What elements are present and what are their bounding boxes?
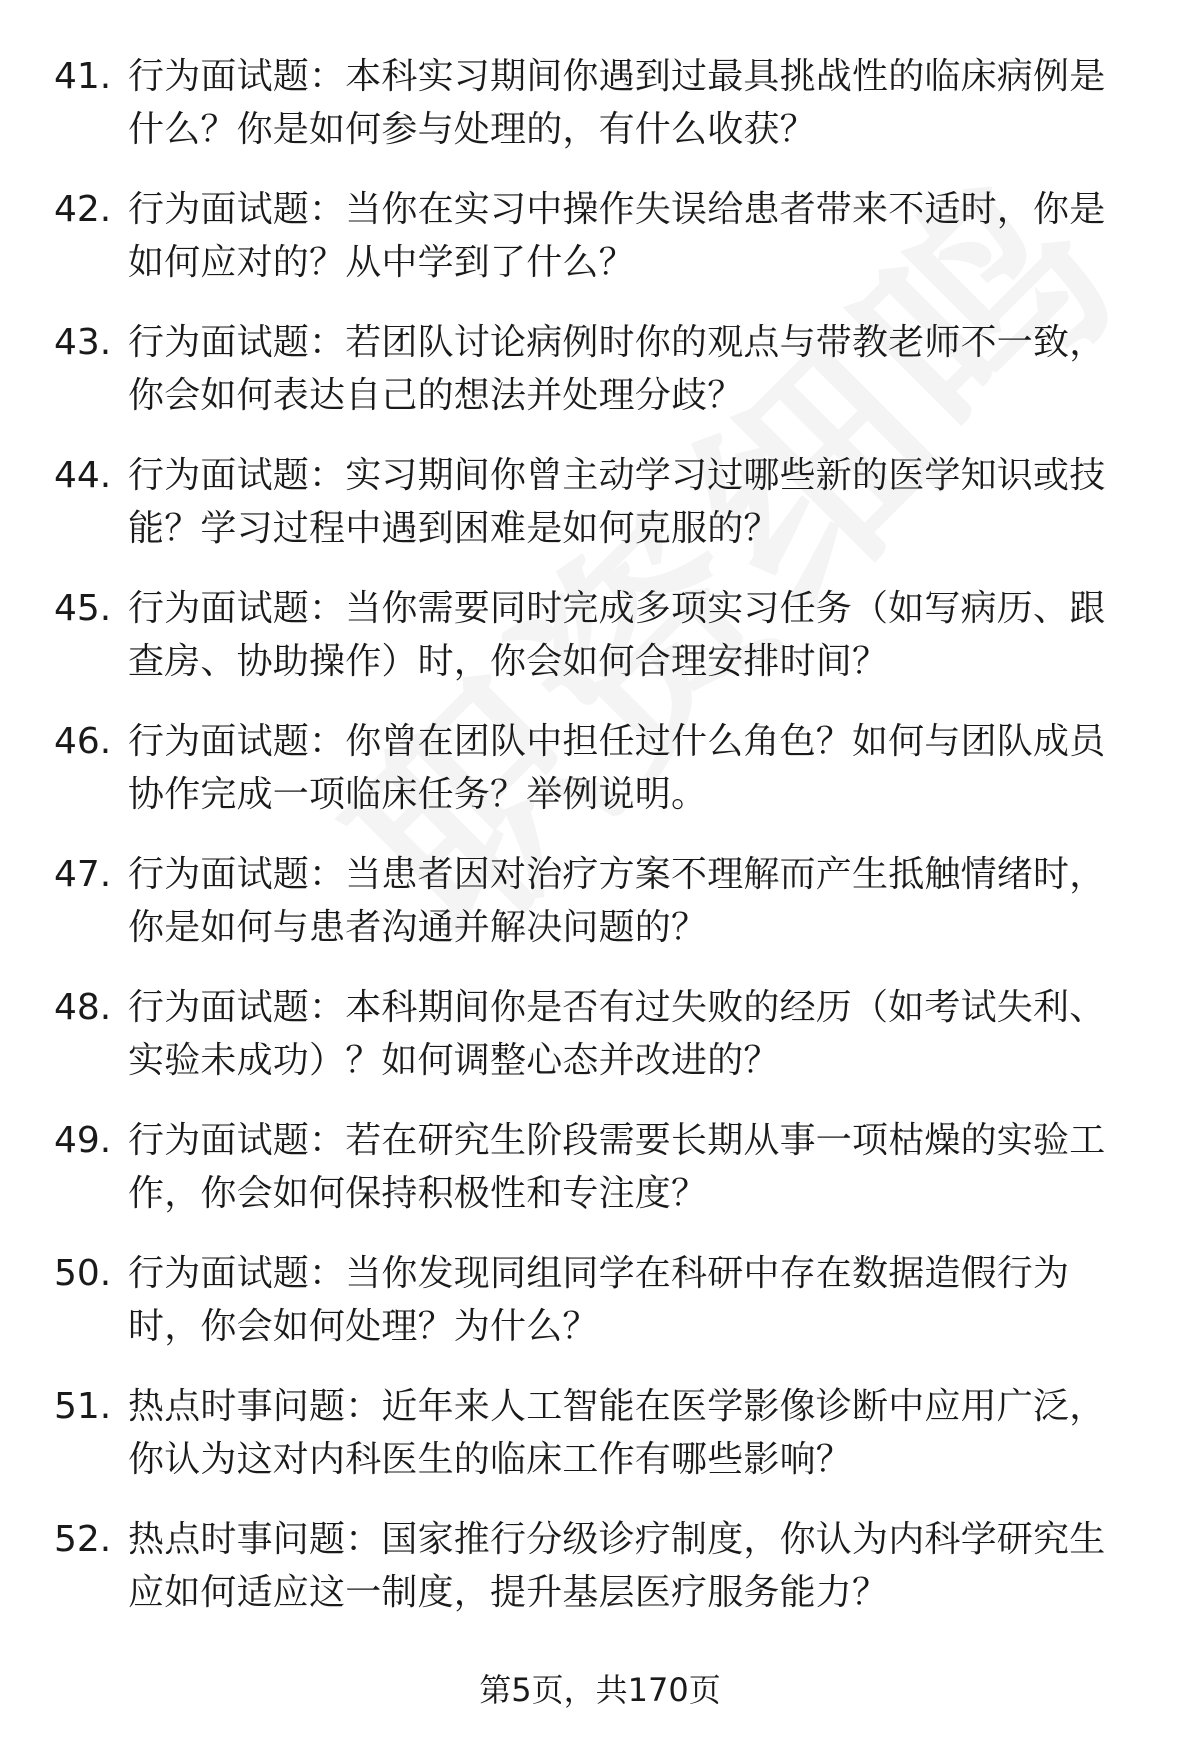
question-text: 热点时事问题：国家推行分级诊疗制度，你认为内科学研究生应如何适应这一制度，提升基层医疗服务能力？ [128,1519,1106,1613]
question-number: 46. [54,721,112,762]
question-number: 45. [54,588,112,629]
question-number: 47. [54,854,112,895]
question-number: 41. [54,56,112,97]
question-number: 52. [54,1519,112,1560]
question-list [0,50,1200,1646]
question-text: 行为面试题：你曾在团队中担任过什么角色？如何与团队成员协作完成一项临床任务？举例说明。 [128,721,1106,815]
question-item [0,848,1200,981]
question-item [0,981,1200,1114]
question-item [0,316,1200,449]
question-text: 行为面试题：当你发现同组同学在科研中存在数据造假行为时，你会如何处理？为什么？ [128,1253,1070,1347]
question-text: 行为面试题：当患者因对治疗方案不理解而产生抵触情绪时，你是如何与患者沟通并解决问题的？ [128,854,1106,948]
question-item [0,582,1200,715]
question-text: 行为面试题：若在研究生阶段需要长期从事一项枯燥的实验工作，你会如何保持积极性和专注度？ [128,1120,1106,1214]
question-item [0,449,1200,582]
question-number: 50. [54,1253,112,1294]
question-text: 行为面试题：本科期间你是否有过失败的经历（如考试失利、实验未成功）？如何调整心态并改进的？ [128,987,1106,1081]
question-text: 行为面试题：当你在实习中操作失误给患者带来不适时，你是如何应对的？从中学到了什么？ [128,189,1106,283]
question-text: 行为面试题：实习期间你曾主动学习过哪些新的医学知识或技能？学习过程中遇到困难是如何克服的？ [128,455,1106,549]
question-number: 44. [54,455,112,496]
question-item [0,1513,1200,1646]
question-item [0,1247,1200,1380]
question-item [0,715,1200,848]
question-number: 42. [54,189,112,230]
question-number: 49. [54,1120,112,1161]
question-item [0,1114,1200,1247]
question-item [0,50,1200,183]
question-number: 43. [54,322,112,363]
page-footer: 第5页，共170页 [479,1671,721,1709]
question-item [0,1380,1200,1513]
question-text: 热点时事问题：近年来人工智能在医学影像诊断中应用广泛，你认为这对内科医生的临床工作有哪些影响？ [128,1386,1106,1480]
question-text: 行为面试题：本科实习期间你遇到过最具挑战性的临床病例是什么？你是如何参与处理的，有什么收获？ [128,56,1106,150]
question-number: 48. [54,987,112,1028]
question-text: 行为面试题：当你需要同时完成多项实习任务（如写病历、跟查房、协助操作）时，你会如何合理安排时间？ [128,588,1106,682]
question-number: 51. [54,1386,112,1427]
question-text: 行为面试题：若团队讨论病例时你的观点与带教老师不一致，你会如何表达自己的想法并处理分歧？ [128,322,1106,416]
question-item [0,183,1200,316]
